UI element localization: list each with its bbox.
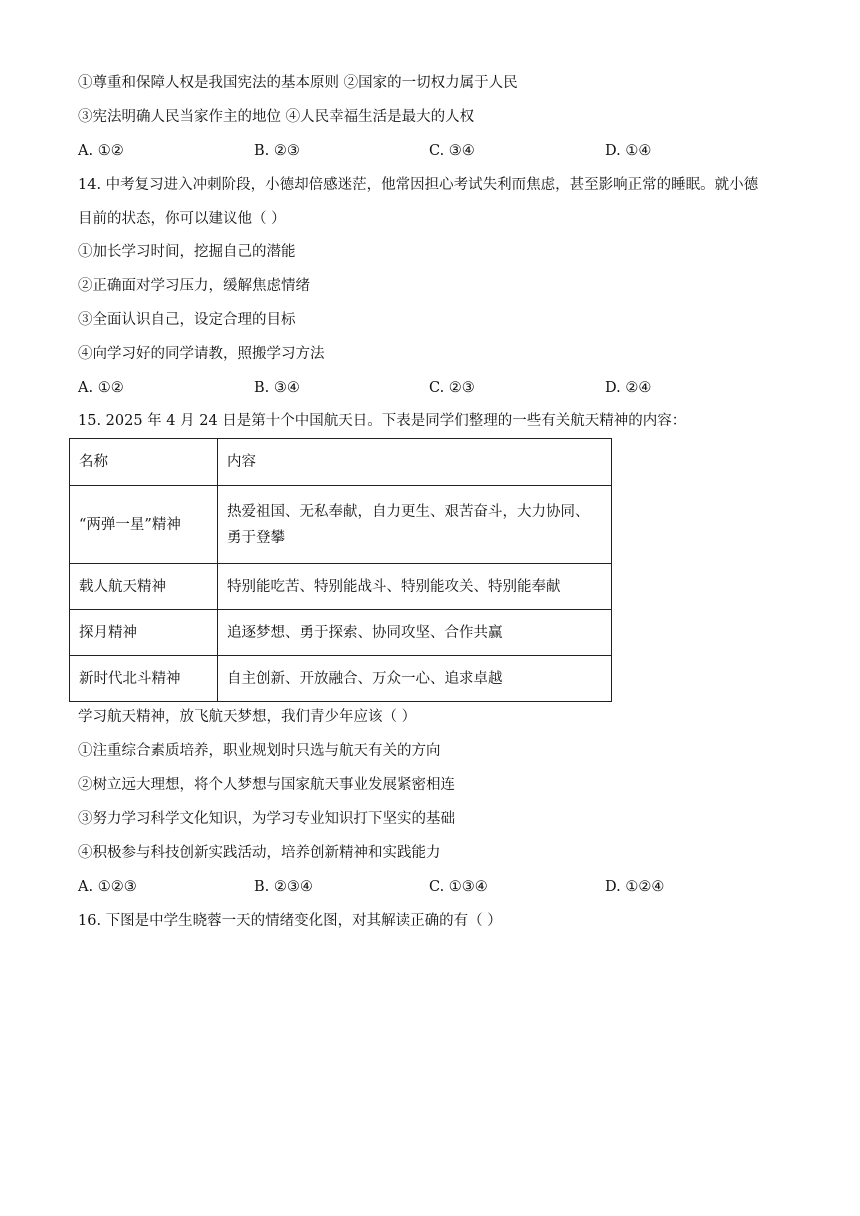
table-cell-content [218, 486, 612, 564]
q14-options [78, 378, 778, 398]
q15-question: 学习航天精神，放飞航天梦想，我们青少年应该（ ） [78, 709, 417, 725]
q14-item-4: ④向学习好的同学请教，照搬学习方法 [78, 346, 325, 362]
table-cell-content-line-2: 勇于登攀 [227, 529, 285, 546]
q13-statement-line-2: ③宪法明确人民当家作主的地位 ④人民幸福生活是最大的人权 [78, 109, 475, 125]
q15-item-2: ②树立远大理想，将个人梦想与国家航天事业发展紧密相连 [78, 777, 455, 793]
table-cell-content: 自主创新、开放融合、万众一心、追求卓越 [218, 656, 612, 702]
table-cell-name: 载人航天精神 [70, 564, 218, 610]
q15-item-3: ③努力学习科学文化知识，为学习专业知识打下坚实的基础 [78, 811, 455, 827]
q15-item-4: ④积极参与科技创新实践活动，培养创新精神和实践能力 [78, 845, 441, 861]
table-cell-content: 特别能吃苦、特别能战斗、特别能攻关、特别能奉献 [218, 564, 612, 610]
q15-item-1: ①注重综合素质培养，职业规划时只选与航天有关的方向 [78, 743, 441, 759]
table-row [70, 486, 612, 564]
table-cell-content-line-1: 热爱祖国、无私奉献，自力更生、艰苦奋斗，大力协同、 [227, 503, 590, 520]
q14-item-2: ②正确面对学习压力，缓解焦虑情绪 [78, 278, 310, 294]
q15-option-d[interactable]: D. ①②④ [605, 879, 665, 895]
q13-options [78, 141, 778, 161]
q15-options [78, 877, 778, 897]
q14-option-d[interactable]: D. ②④ [605, 380, 652, 396]
q14-stem-line-1: 14. 中考复习进入冲刺阶段，小德却倍感迷茫，他常因担心考试失利而焦虑，甚至影响正常的睡眠。就小德 [78, 177, 759, 193]
table-header-name: 名称 [70, 439, 218, 486]
q14-stem-line-2: 目前的状态，你可以建议他（ ） [78, 211, 286, 227]
table-cell-name: “两弹一星”精神 [70, 486, 218, 564]
q14-option-b[interactable]: B. ③④ [254, 380, 300, 396]
table-header-row [70, 439, 612, 486]
q14-option-a[interactable]: A. ①② [78, 380, 124, 396]
q13-statement-line-1: ①尊重和保障人权是我国宪法的基本原则 ②国家的一切权力属于人民 [78, 75, 518, 91]
q14-item-1: ①加长学习时间，挖掘自己的潜能 [78, 244, 296, 260]
table-cell-content: 追逐梦想、勇于探索、协同攻坚、合作共赢 [218, 610, 612, 656]
q15-option-b[interactable]: B. ②③④ [254, 879, 313, 895]
q16-stem: 16. 下图是中学生晓蓉一天的情绪变化图，对其解读正确的有（ ） [78, 913, 502, 929]
table-cell-name: 新时代北斗精神 [70, 656, 218, 702]
q14-item-3: ③全面认识自己，设定合理的目标 [78, 312, 296, 328]
q13-option-d[interactable]: D. ①④ [605, 143, 652, 159]
aerospace-spirit-table [69, 438, 612, 702]
table-header-content: 内容 [218, 439, 612, 486]
q15-option-a[interactable]: A. ①②③ [78, 879, 137, 895]
q13-option-a[interactable]: A. ①② [78, 143, 124, 159]
table-row [70, 656, 612, 702]
q15-stem: 15. 2025 年 4 月 24 日是第十个中国航天日。下表是同学们整理的一些有关航天精神的内容： [78, 413, 687, 429]
q15-option-c[interactable]: C. ①③④ [429, 879, 488, 895]
table-cell-name: 探月精神 [70, 610, 218, 656]
q13-option-c[interactable]: C. ③④ [429, 143, 475, 159]
q13-option-b[interactable]: B. ②③ [254, 143, 300, 159]
table-row [70, 610, 612, 656]
table-row [70, 564, 612, 610]
q14-option-c[interactable]: C. ②③ [429, 380, 475, 396]
